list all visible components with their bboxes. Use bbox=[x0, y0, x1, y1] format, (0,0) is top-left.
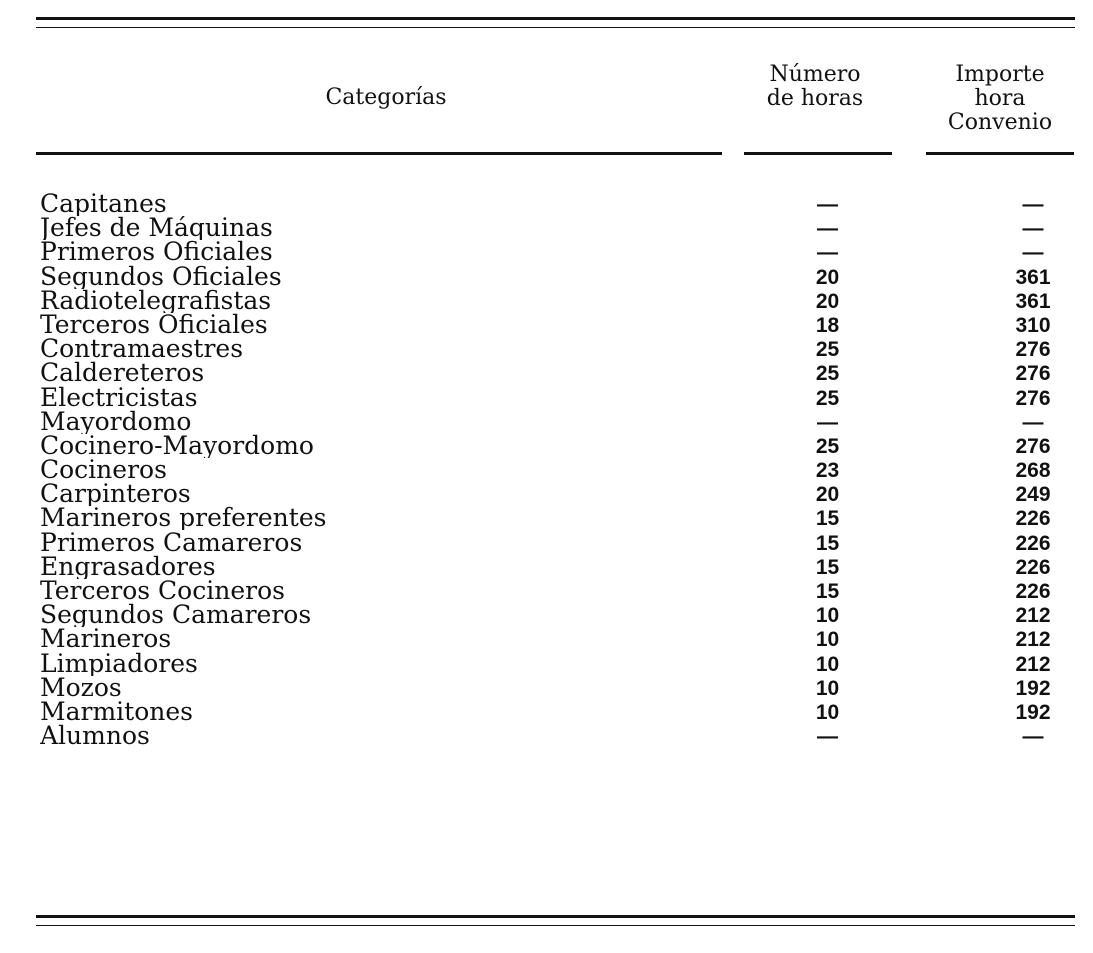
row-rate: 276 bbox=[1015, 362, 1051, 386]
row-hours: 20 bbox=[815, 483, 840, 507]
row-category: Mozos bbox=[40, 676, 128, 700]
row-category: Jefes de Máquinas bbox=[40, 216, 279, 240]
top-rule-secondary bbox=[36, 27, 1075, 28]
header-rate-line-2: hora bbox=[974, 86, 1026, 111]
row-hours: 10 bbox=[815, 676, 840, 700]
table-row bbox=[40, 335, 1080, 362]
row-hours: 10 bbox=[815, 628, 840, 652]
row-rate: 226 bbox=[1015, 531, 1051, 555]
header-category-label: Categorías bbox=[325, 85, 447, 110]
row-category: Primeros Oficiales bbox=[40, 240, 279, 264]
row-rate: — bbox=[1022, 410, 1044, 434]
row-hours: 10 bbox=[815, 700, 840, 724]
row-category-cell bbox=[40, 289, 730, 313]
row-rate: 212 bbox=[1015, 628, 1051, 652]
row-category-cell bbox=[40, 434, 730, 458]
row-category-cell bbox=[40, 216, 730, 240]
table-row bbox=[40, 432, 1080, 456]
row-category-cell bbox=[40, 700, 730, 724]
row-category-cell bbox=[40, 724, 730, 748]
header-category bbox=[36, 86, 736, 110]
row-category-cell bbox=[40, 313, 730, 337]
row-category: Segundos Oficiales bbox=[40, 265, 288, 289]
table-row bbox=[40, 263, 1080, 287]
table-row bbox=[40, 384, 1080, 408]
row-rate: 192 bbox=[1015, 676, 1051, 700]
row-hours: — bbox=[817, 217, 838, 241]
row-category-cell bbox=[40, 240, 730, 264]
row-rate: 212 bbox=[1015, 604, 1051, 628]
header-rule-rate bbox=[926, 152, 1074, 155]
row-category-cell bbox=[40, 361, 730, 385]
row-category: Engrasadores bbox=[40, 555, 222, 579]
table-row bbox=[40, 408, 1080, 432]
row-category-cell bbox=[40, 676, 730, 700]
row-category: Segundos Camareros bbox=[40, 603, 317, 627]
row-rate: — bbox=[1022, 241, 1044, 265]
row-hours: — bbox=[817, 241, 838, 265]
row-hours: 25 bbox=[815, 386, 840, 410]
table-row bbox=[40, 650, 1080, 674]
table-row bbox=[40, 190, 1080, 214]
table-row bbox=[40, 625, 1080, 652]
row-category-cell bbox=[40, 458, 730, 482]
bottom-rule bbox=[36, 915, 1075, 918]
table-row bbox=[40, 238, 1080, 265]
header-rule-category bbox=[36, 152, 722, 155]
row-rate: 361 bbox=[1015, 289, 1051, 313]
row-hours: — bbox=[817, 410, 838, 434]
table-row bbox=[40, 529, 1080, 553]
row-rate: — bbox=[1022, 725, 1044, 749]
row-category: Marineros preferentes bbox=[40, 506, 332, 530]
top-rule bbox=[36, 17, 1075, 20]
row-category-cell bbox=[40, 265, 730, 289]
row-rate: 268 bbox=[1015, 459, 1051, 483]
row-rate: — bbox=[1022, 217, 1044, 241]
row-category-cell bbox=[40, 627, 730, 651]
row-category: Radiotelegrafistas bbox=[40, 289, 277, 313]
row-category: Marmitones bbox=[40, 700, 199, 724]
table-row bbox=[40, 456, 1080, 483]
row-category-cell bbox=[40, 506, 730, 530]
table-row bbox=[40, 698, 1080, 722]
row-hours: 25 bbox=[815, 434, 840, 458]
table-row bbox=[40, 674, 1080, 698]
row-hours: 20 bbox=[815, 265, 840, 289]
row-category: Cocineros bbox=[40, 458, 173, 482]
table-row bbox=[40, 311, 1080, 335]
row-rate: 192 bbox=[1015, 700, 1051, 724]
row-rate: 276 bbox=[1015, 386, 1051, 410]
table-row bbox=[40, 722, 1080, 749]
table-row bbox=[40, 577, 1080, 601]
row-rate: — bbox=[1022, 193, 1044, 216]
row-category-cell bbox=[40, 579, 730, 603]
row-hours: 10 bbox=[815, 652, 840, 676]
row-category-cell bbox=[40, 337, 730, 361]
row-category: Electricistas bbox=[40, 386, 204, 410]
row-hours: 15 bbox=[815, 507, 840, 531]
table-row bbox=[40, 359, 1080, 386]
table-row bbox=[40, 504, 1080, 531]
row-rate: 276 bbox=[1015, 434, 1051, 458]
row-category-cell bbox=[40, 482, 730, 506]
row-hours: 18 bbox=[815, 313, 840, 337]
row-category: Caldereteros bbox=[40, 361, 210, 385]
row-rate: 276 bbox=[1015, 338, 1051, 362]
header-rate bbox=[920, 63, 1080, 135]
row-rate: 226 bbox=[1015, 555, 1051, 579]
row-category-cell bbox=[40, 652, 730, 676]
row-hours: 10 bbox=[815, 604, 840, 628]
row-category: Limpiadores bbox=[40, 652, 204, 676]
row-hours: 15 bbox=[815, 555, 840, 579]
row-category: Cocinero-Mayordomo bbox=[40, 434, 320, 458]
row-category: Primeros Camareros bbox=[40, 531, 308, 555]
table-row bbox=[40, 480, 1080, 507]
table-row bbox=[40, 553, 1080, 577]
table-row bbox=[40, 214, 1080, 241]
row-hours: 15 bbox=[815, 531, 840, 555]
row-category: Mayordomo bbox=[40, 410, 197, 434]
row-category: Capitanes bbox=[40, 192, 173, 216]
header-hours-line-1: Número bbox=[769, 62, 861, 87]
row-category: Terceros Oficiales bbox=[40, 313, 274, 337]
row-category: Carpinteros bbox=[40, 482, 197, 506]
row-hours: 15 bbox=[815, 580, 840, 603]
header-rate-line-3: Convenio bbox=[947, 110, 1053, 135]
row-category: Terceros Cocineros bbox=[40, 579, 291, 603]
row-category-cell bbox=[40, 386, 730, 410]
row-category: Contramaestres bbox=[40, 337, 249, 361]
row-rate: 249 bbox=[1015, 483, 1051, 507]
row-hours: 25 bbox=[815, 338, 840, 362]
header-hours bbox=[740, 63, 890, 111]
header-hours-line-2: de horas bbox=[766, 86, 864, 111]
row-rate: 361 bbox=[1015, 265, 1051, 289]
row-category: Marineros bbox=[40, 627, 177, 651]
header-rule-hours bbox=[744, 152, 892, 155]
row-hours: 20 bbox=[815, 289, 840, 313]
header-rate-line-1: Importe bbox=[955, 62, 1045, 87]
row-hours: 25 bbox=[815, 362, 840, 386]
row-rate: 226 bbox=[1015, 507, 1051, 531]
row-rate: 212 bbox=[1015, 652, 1051, 676]
row-rate: 226 bbox=[1015, 580, 1051, 603]
row-category-cell bbox=[40, 410, 730, 434]
table-row bbox=[40, 287, 1080, 311]
row-hours: 23 bbox=[815, 459, 840, 483]
row-category-cell bbox=[40, 555, 730, 579]
row-rate: 310 bbox=[1015, 313, 1051, 337]
bottom-rule-secondary bbox=[36, 925, 1075, 926]
row-category-cell bbox=[40, 192, 730, 216]
row-category-cell bbox=[40, 603, 730, 627]
table-row bbox=[40, 601, 1080, 628]
table-body bbox=[40, 190, 1080, 749]
row-hours: — bbox=[817, 725, 838, 749]
row-category-cell bbox=[40, 531, 730, 555]
row-category: Alumnos bbox=[40, 724, 156, 748]
row-hours: — bbox=[817, 193, 838, 216]
